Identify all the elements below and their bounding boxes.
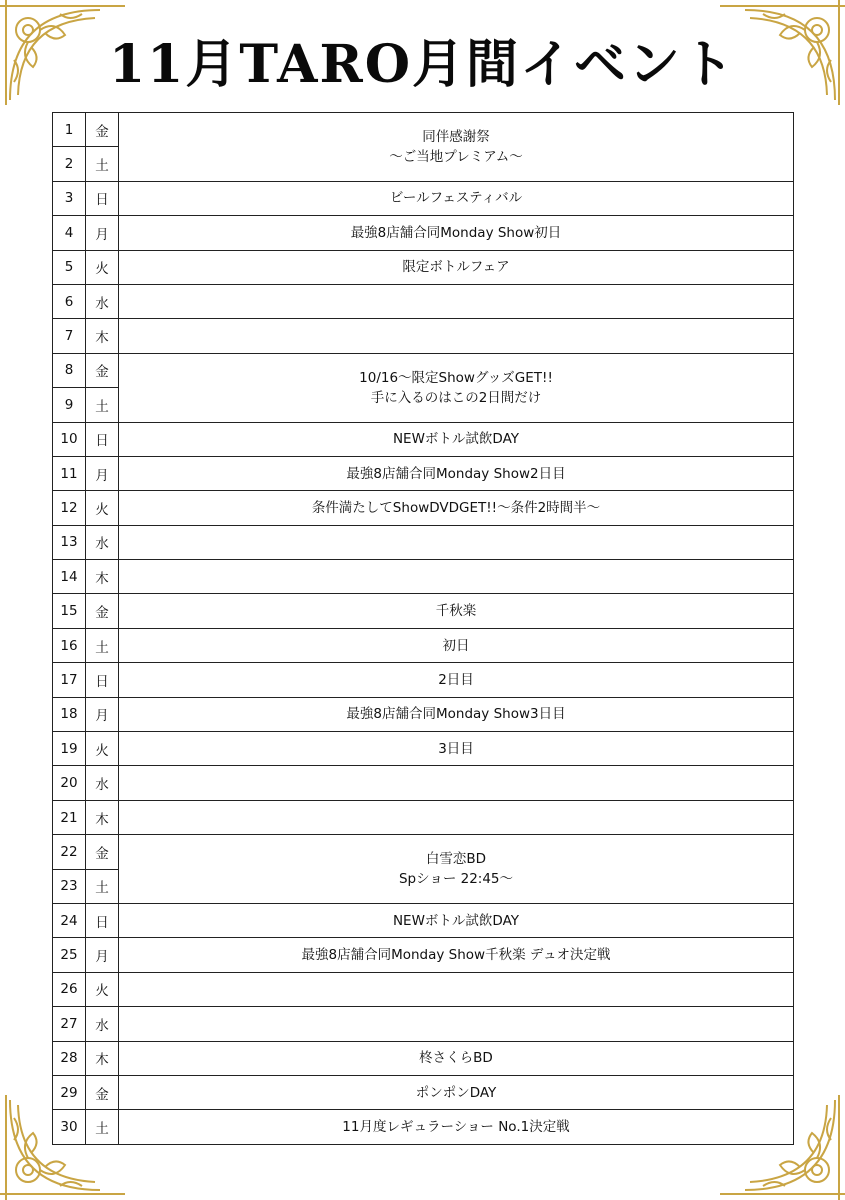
event-cell: [119, 766, 794, 800]
day-of-week: 水: [86, 525, 119, 559]
event-cell: [119, 663, 794, 697]
event-text: Spショー 22:45〜: [398, 871, 514, 888]
day-number: 22: [53, 835, 86, 869]
day-of-week: 水: [86, 284, 119, 318]
event-cell: [119, 800, 794, 834]
table-row: [53, 697, 794, 731]
day-of-week: 金: [86, 594, 119, 628]
table-row: [53, 456, 794, 490]
day-of-week: 木: [86, 800, 119, 834]
event-text: 3日目: [438, 740, 474, 757]
event-text: NEWボトル試飲DAY: [392, 912, 520, 929]
day-of-week: 木: [86, 1041, 119, 1075]
day-number: 23: [53, 869, 86, 903]
day-number: 13: [53, 525, 86, 559]
event-text: ビールフェスティバル: [389, 190, 523, 207]
table-row: [53, 284, 794, 318]
day-of-week: 日: [86, 181, 119, 215]
day-of-week: 金: [86, 353, 119, 387]
day-of-week: 金: [86, 113, 119, 147]
day-of-week: 金: [86, 835, 119, 869]
day-number: 29: [53, 1075, 86, 1109]
table-row: [53, 1110, 794, 1144]
day-of-week: 火: [86, 732, 119, 766]
event-cell: [119, 903, 794, 937]
table-row: [53, 491, 794, 525]
event-text: NEWボトル試飲DAY: [392, 431, 520, 448]
table-row: [53, 766, 794, 800]
event-text: 10/16〜限定ShowグッズGET!!: [359, 369, 553, 386]
table-row: [53, 250, 794, 284]
day-of-week: 日: [86, 903, 119, 937]
day-number: 30: [53, 1110, 86, 1144]
event-text: 最強8店舗合同Monday Show3日目: [346, 706, 566, 723]
event-text: 最強8店舗合同Monday Show初日: [350, 224, 562, 241]
event-cell: [119, 732, 794, 766]
day-number: 28: [53, 1041, 86, 1075]
day-number: 25: [53, 938, 86, 972]
event-text: 2日目: [438, 671, 474, 688]
day-number: 1: [53, 113, 86, 147]
day-number: 6: [53, 284, 86, 318]
table-row: [53, 181, 794, 215]
event-cell: [119, 284, 794, 318]
day-of-week: 月: [86, 697, 119, 731]
event-text: 白雪恋BD: [425, 851, 487, 868]
table-row: [53, 663, 794, 697]
table-row: [53, 216, 794, 250]
table-row: [53, 1041, 794, 1075]
event-cell: [119, 250, 794, 284]
event-cell: [119, 456, 794, 490]
day-number: 8: [53, 353, 86, 387]
event-cell: [119, 525, 794, 559]
event-calendar-table: [52, 112, 794, 1145]
day-number: 15: [53, 594, 86, 628]
day-number: 17: [53, 663, 86, 697]
event-cell: [119, 560, 794, 594]
event-text: 11月度レギュラーショー No.1決定戦: [342, 1119, 570, 1136]
event-cell: [119, 113, 794, 182]
day-number: 24: [53, 903, 86, 937]
event-cell: [119, 1041, 794, 1075]
day-number: 10: [53, 422, 86, 456]
table-row: [53, 594, 794, 628]
day-number: 3: [53, 181, 86, 215]
calendar-body: [53, 113, 794, 1145]
day-number: 2: [53, 147, 86, 181]
day-of-week: 水: [86, 766, 119, 800]
event-cell: [119, 422, 794, 456]
day-number: 16: [53, 628, 86, 662]
day-of-week: 土: [86, 869, 119, 903]
event-cell: [119, 628, 794, 662]
table-row: [53, 628, 794, 662]
day-of-week: 火: [86, 250, 119, 284]
event-text: 柊さくらBD: [419, 1050, 493, 1067]
event-cell: [119, 1075, 794, 1109]
table-row: [53, 560, 794, 594]
table-row: [53, 972, 794, 1006]
table-row: [53, 1007, 794, 1041]
day-of-week: 土: [86, 147, 119, 181]
event-text: ポンポンDAY: [415, 1084, 497, 1101]
day-of-week: 日: [86, 422, 119, 456]
event-text: 条件満たしてShowDVDGET!!〜条件2時間半〜: [311, 499, 601, 516]
table-row: [53, 353, 794, 387]
event-text: 手に入るのはこの2日間だけ: [370, 389, 542, 406]
table-row: [53, 113, 794, 147]
day-number: 26: [53, 972, 86, 1006]
event-text: 初日: [442, 637, 470, 654]
table-row: [53, 319, 794, 353]
day-number: 7: [53, 319, 86, 353]
day-number: 9: [53, 388, 86, 422]
table-row: [53, 903, 794, 937]
event-text: 同伴感謝祭: [422, 128, 490, 145]
event-cell: [119, 972, 794, 1006]
day-of-week: 水: [86, 1007, 119, 1041]
event-cell: [119, 319, 794, 353]
event-text: 千秋楽: [435, 603, 477, 620]
day-of-week: 月: [86, 938, 119, 972]
event-cell: [119, 353, 794, 422]
event-cell: [119, 835, 794, 904]
table-row: [53, 732, 794, 766]
day-of-week: 日: [86, 663, 119, 697]
table-row: [53, 1075, 794, 1109]
day-number: 21: [53, 800, 86, 834]
event-cell: [119, 594, 794, 628]
day-number: 27: [53, 1007, 86, 1041]
table-row: [53, 835, 794, 869]
event-cell: [119, 1007, 794, 1041]
day-number: 18: [53, 697, 86, 731]
event-cell: [119, 697, 794, 731]
day-of-week: 月: [86, 456, 119, 490]
table-row: [53, 938, 794, 972]
event-cell: [119, 491, 794, 525]
day-of-week: 土: [86, 1110, 119, 1144]
day-number: 5: [53, 250, 86, 284]
day-number: 14: [53, 560, 86, 594]
table-row: [53, 800, 794, 834]
event-text: 最強8店舗合同Monday Show2日目: [346, 465, 566, 482]
day-number: 19: [53, 732, 86, 766]
day-of-week: 火: [86, 491, 119, 525]
event-cell: [119, 216, 794, 250]
day-number: 12: [53, 491, 86, 525]
table-row: [53, 525, 794, 559]
day-of-week: 木: [86, 319, 119, 353]
day-number: 4: [53, 216, 86, 250]
event-text: 最強8店舗合同Monday Show千秋楽 デュオ決定戦: [301, 947, 611, 964]
day-of-week: 火: [86, 972, 119, 1006]
day-number: 11: [53, 456, 86, 490]
day-of-week: 土: [86, 628, 119, 662]
event-cell: [119, 181, 794, 215]
page-title: 11月TARO月間イベント: [108, 34, 737, 95]
event-cell: [119, 938, 794, 972]
day-number: 20: [53, 766, 86, 800]
day-of-week: 土: [86, 388, 119, 422]
day-of-week: 月: [86, 216, 119, 250]
day-of-week: 金: [86, 1075, 119, 1109]
event-text: 〜ご当地プレミアム〜: [389, 148, 523, 165]
table-row: [53, 422, 794, 456]
event-text: 限定ボトルフェア: [402, 259, 510, 276]
event-cell: [119, 1110, 794, 1144]
day-of-week: 木: [86, 560, 119, 594]
